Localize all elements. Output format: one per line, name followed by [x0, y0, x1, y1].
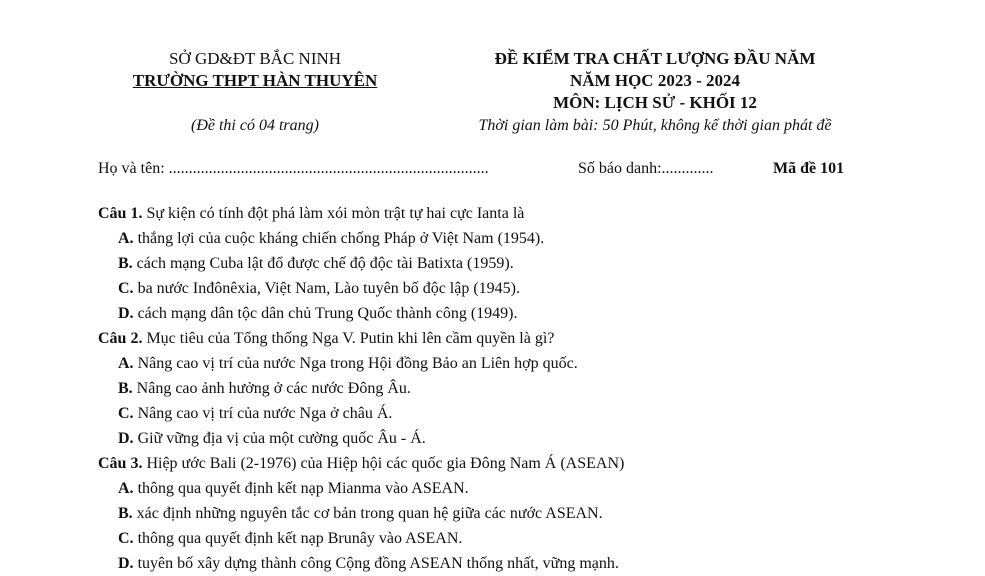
question-stem [98, 452, 958, 477]
option-a [98, 477, 958, 502]
option-text: thắng lợi của cuộc kháng chiến chống Pháp ở Việt Nam (1954). [137, 230, 545, 247]
exam-code: Mã đề 101 [773, 160, 845, 177]
question-stem [98, 327, 958, 352]
exam-title: ĐỀ KIỂM TRA CHẤT LƯỢNG ĐẦU NĂM [494, 49, 816, 68]
option-text: Nâng cao ảnh hưởng ở các nước Đông Âu. [136, 380, 411, 397]
option-b [98, 252, 958, 277]
option-c [98, 527, 958, 552]
header-right [430, 48, 880, 114]
option-c [98, 277, 958, 302]
option-text: thông qua quyết định kết nạp Mianma vào ASEAN. [137, 480, 469, 497]
question-stem [98, 202, 958, 227]
question-text: Mục tiêu của Tổng thống Nga V. Putin khi lên cầm quyền là gì? [146, 330, 555, 347]
option-letter: A. [118, 355, 134, 372]
option-letter: B. [118, 505, 133, 522]
question-number: Câu 1. [98, 205, 143, 222]
pages-note: (Đề thi có 04 trang) [191, 117, 319, 134]
exam-duration: Thời gian làm bài: 50 Phút, không kể thời gian phát đề [478, 117, 832, 134]
question-text: Sự kiện có tính đột phá làm xói mòn trật tự hai cực Ianta là [146, 205, 525, 222]
option-text: cách mạng Cuba lật đổ được chế độ độc tài Batixta (1959). [136, 255, 514, 272]
option-letter: D. [118, 305, 134, 322]
candidate-number-field: Số báo danh:............. [578, 160, 714, 177]
option-letter: D. [118, 555, 134, 572]
option-letter: A. [118, 230, 134, 247]
option-text: cách mạng dân tộc dân chủ Trung Quốc thành công (1949). [137, 305, 518, 322]
school-name: TRƯỜNG THPT HÀN THUYÊN [132, 71, 378, 90]
header-left [105, 48, 405, 92]
option-b [98, 377, 958, 402]
option-c [98, 402, 958, 427]
option-b [98, 502, 958, 527]
option-letter: C. [118, 280, 134, 297]
option-text: Nâng cao vị trí của nước Nga ở châu Á. [137, 405, 393, 422]
option-text: Giữ vững địa vị của một cường quốc Âu - Á. [137, 430, 426, 447]
option-letter: B. [118, 380, 133, 397]
option-text: thông qua quyết định kết nạp Brunây vào ASEAN. [137, 530, 463, 547]
option-text: ba nước Inđônêxia, Việt Nam, Lào tuyên bố độc lập (1945). [137, 280, 520, 297]
question-number: Câu 3. [98, 455, 143, 472]
option-text: Nâng cao vị trí của nước Nga trong Hội đồng Bảo an Liên hợp quốc. [137, 355, 578, 372]
option-d [98, 302, 958, 327]
option-d [98, 552, 958, 576]
option-letter: C. [118, 405, 134, 422]
option-d [98, 427, 958, 452]
student-info-row [98, 160, 868, 182]
question-1 [98, 202, 958, 327]
subject-title: MÔN: LỊCH SỬ - KHỐI 12 [553, 93, 757, 112]
question-3 [98, 452, 958, 576]
question-number: Câu 2. [98, 330, 143, 347]
department-name: SỞ GD&ĐT BẮC NINH [168, 49, 342, 68]
option-letter: C. [118, 530, 134, 547]
option-a [98, 227, 958, 252]
student-name-field: Họ và tên: ................................................................................ [98, 160, 489, 177]
option-text: tuyên bố xây dựng thành công Cộng đồng ASEAN thống nhất, vững mạnh. [137, 555, 619, 572]
question-2 [98, 327, 958, 452]
question-list [98, 202, 958, 576]
question-text: Hiệp ước Bali (2-1976) của Hiệp hội các quốc gia Đông Nam Á (ASEAN) [146, 455, 625, 472]
option-letter: A. [118, 480, 134, 497]
option-text: xác định những nguyên tắc cơ bản trong quan hệ giữa các nước ASEAN. [136, 505, 603, 522]
option-a [98, 352, 958, 377]
option-letter: D. [118, 430, 134, 447]
school-year: NĂM HỌC 2023 - 2024 [570, 71, 740, 90]
option-letter: B. [118, 255, 133, 272]
